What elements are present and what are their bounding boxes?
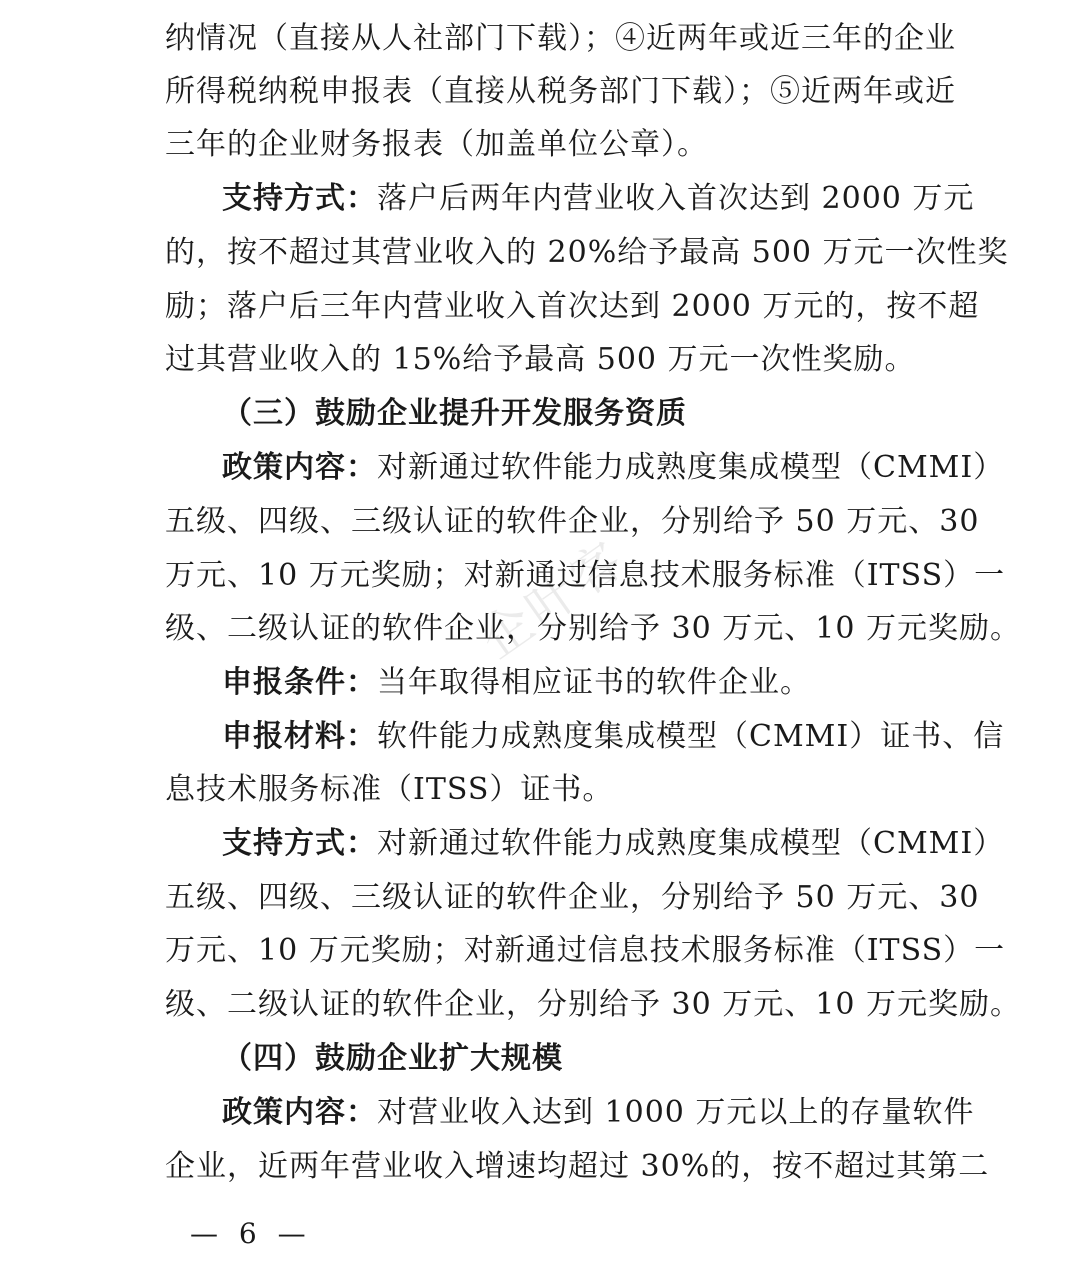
paragraph-support-method-2 (222, 817, 1005, 871)
text-line: 励；落户后三年内营业收入首次达到 2000 万元的，按不超 (165, 289, 980, 324)
text-segment: 对新通过软件能力成熟度集成模型（CMMI） (377, 450, 1005, 485)
text-segment: 当年取得相应证书的软件企业。 (377, 665, 811, 700)
label-policy-content: 政策内容： (222, 1095, 377, 1130)
text-line: 万元、10 万元奖励；对新通过信息技术服务标准（ITSS）一 (165, 933, 1006, 968)
page-number: — 6 — (190, 1217, 312, 1250)
text-line: 级、二级认证的软件企业，分别给予 30 万元、10 万元奖励。 (165, 611, 1021, 646)
label-application-conditions: 申报条件： (222, 665, 377, 700)
section-heading-3: （三）鼓励企业提升开发服务资质 (222, 396, 687, 431)
text-line: 五级、四级、三级认证的软件企业，分别给予 50 万元、30 (165, 880, 980, 915)
text-segment: 软件能力成熟度集成模型（CMMI）证书、信 (377, 719, 1005, 754)
text-line: 息技术服务标准（ITSS）证书。 (165, 772, 614, 807)
paragraph-application-materials (222, 710, 1005, 764)
watermark: 企叶客 (470, 529, 637, 670)
text-segment: 落户后两年内营业收入首次达到 2000 万元 (377, 181, 975, 216)
label-policy-content: 政策内容： (222, 450, 377, 485)
text-segment: 对新通过软件能力成熟度集成模型（CMMI） (377, 826, 1005, 861)
label-application-materials: 申报材料： (222, 719, 377, 754)
label-support-method: 支持方式： (222, 181, 377, 216)
text-line: 企业，近两年营业收入增速均超过 30%的，按不超过其第二 (165, 1149, 990, 1184)
text-line: 级、二级认证的软件企业，分别给予 30 万元、10 万元奖励。 (165, 987, 1021, 1022)
section-heading-4: （四）鼓励企业扩大规模 (222, 1041, 563, 1076)
text-line: 三年的企业财务报表（加盖单位公章）。 (165, 127, 708, 162)
text-segment: 对营业收入达到 1000 万元以上的存量软件 (377, 1095, 975, 1130)
paragraph-application-conditions (222, 656, 915, 710)
label-support-method: 支持方式： (222, 826, 377, 861)
text-line: 所得税纳税申报表（直接从税务部门下载）；⑤近两年或近 (165, 74, 956, 109)
paragraph-policy-content-2 (222, 1086, 975, 1140)
text-line: 过其营业收入的 15%给予最高 500 万元一次性奖励。 (165, 342, 916, 377)
text-line: 的，按不超过其营业收入的 20%给予最高 500 万元一次性奖 (165, 235, 1009, 270)
paragraph-policy-content-1 (222, 441, 1005, 495)
text-line: 五级、四级、三级认证的软件企业，分别给予 50 万元、30 (165, 504, 980, 539)
text-line: 万元、10 万元奖励；对新通过信息技术服务标准（ITSS）一 (165, 558, 1006, 593)
text-line: 纳情况（直接从人社部门下载）；④近两年或近三年的企业 (165, 21, 956, 56)
paragraph-support-method-1 (222, 172, 975, 226)
